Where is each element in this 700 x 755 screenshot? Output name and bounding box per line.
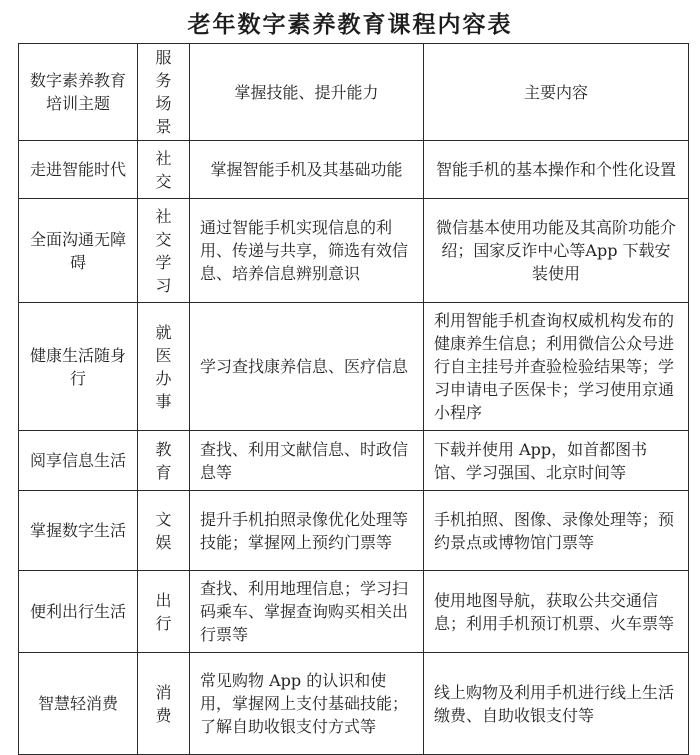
row-content: 微信基本使用功能及其高阶功能介绍；国家反诈中心等App 下载安装使用	[424, 199, 689, 303]
row-content: 利用智能手机查询权威机构发布的健康养生信息；利用微信公众号进行自主挂号并查验检验结果等；学习申请电子医保卡；学习使用京通小程序	[424, 303, 689, 431]
row-scene: 消费	[138, 653, 190, 755]
row-topic: 掌握数字生活	[19, 491, 138, 571]
row-content: 智能手机的基本操作和个性化设置	[424, 141, 689, 199]
row-content: 手机拍照、图像、录像处理等；预约景点或博物馆门票等	[424, 491, 689, 571]
row-scene: 教育	[138, 431, 190, 491]
row-topic: 阅享信息生活	[19, 431, 138, 491]
row-topic: 全面沟通无障碍	[19, 199, 138, 303]
row-content: 下载并使用 App，如首都图书馆、学习强国、北京时间等	[424, 431, 689, 491]
row-topic: 智慧轻消费	[19, 653, 138, 755]
table-row	[19, 491, 689, 571]
row-scene: 社交	[138, 141, 190, 199]
row-scene: 出行	[138, 571, 190, 653]
table-row	[19, 303, 689, 431]
row-skill: 通过智能手机实现信息的利用、传递与共享，筛选有效信息、培养信息辨别意识	[190, 199, 424, 303]
row-topic: 便利出行生活	[19, 571, 138, 653]
row-scene: 文娱	[138, 491, 190, 571]
table-row	[19, 141, 689, 199]
row-skill: 提升手机拍照录像优化处理等技能；掌握网上预约门票等	[190, 491, 424, 571]
row-skill: 查找、利用文献信息、时政信息等	[190, 431, 424, 491]
header-content: 主要内容	[424, 44, 689, 141]
table-row	[19, 431, 689, 491]
row-skill: 查找、利用地理信息；学习扫码乘车、掌握查询购买相关出行票等	[190, 571, 424, 653]
row-topic: 健康生活随身行	[19, 303, 138, 431]
row-content: 使用地图导航，获取公共交通信息；利用手机预订机票、火车票等	[424, 571, 689, 653]
row-skill: 掌握智能手机及其基础功能	[190, 141, 424, 199]
row-skill: 常见购物 App 的认识和使用，掌握网上支付基础技能；了解自助收银支付方式等	[190, 653, 424, 755]
row-topic: 走进智能时代	[19, 141, 138, 199]
row-scene: 社交学习	[138, 199, 190, 303]
row-skill: 学习查找康养信息、医疗信息	[190, 303, 424, 431]
course-table	[18, 43, 689, 755]
table-row	[19, 653, 689, 755]
table-row	[19, 199, 689, 303]
header-row	[19, 44, 689, 141]
table-row	[19, 571, 689, 653]
header-skill: 掌握技能、提升能力	[190, 44, 424, 141]
row-scene: 就医办事	[138, 303, 190, 431]
row-content: 线上购物及利用手机进行线上生活缴费、自助收银支付等	[424, 653, 689, 755]
header-topic: 数字素养教育培训主题	[19, 44, 138, 141]
table-title: 老年数字素养教育课程内容表	[187, 11, 513, 38]
header-scene: 服务场景	[138, 44, 190, 141]
